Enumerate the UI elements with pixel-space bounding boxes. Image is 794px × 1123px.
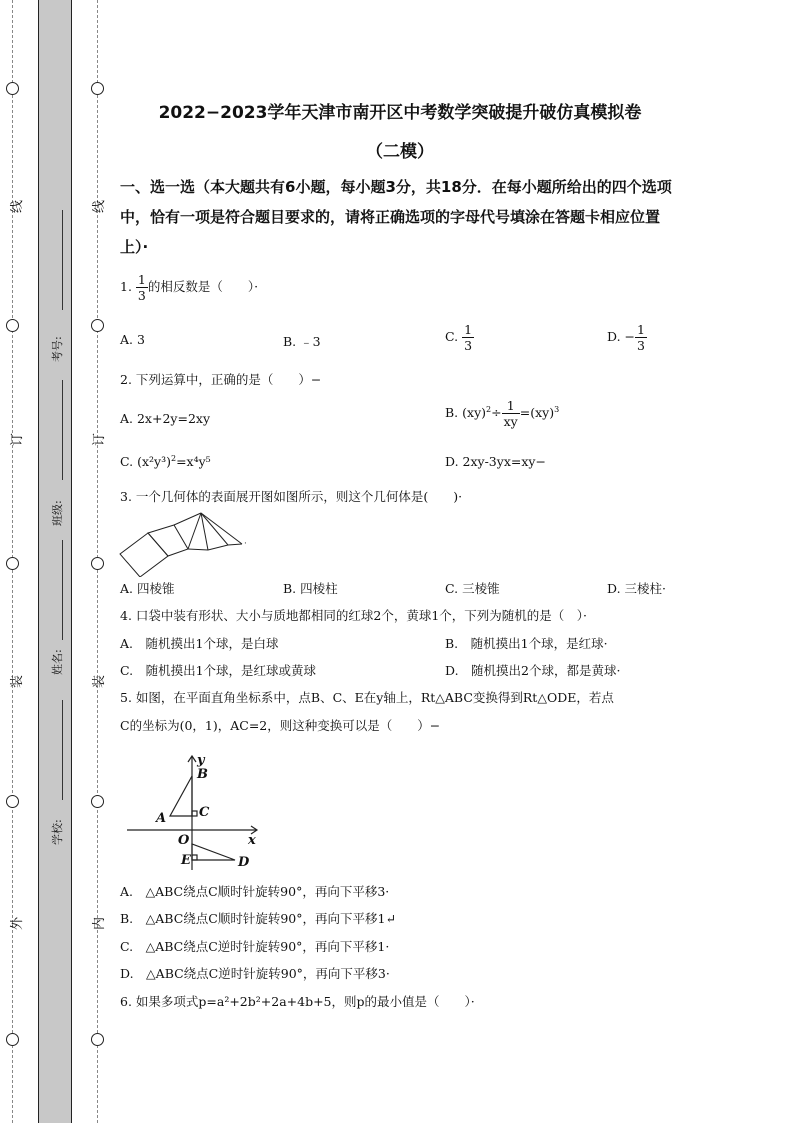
q5-option-d[interactable]: D. △ABC绕点C逆时针旋转90°，再向下平移3· [120, 966, 390, 981]
margin-label-inner: 装 [92, 674, 107, 688]
q1-number: 1. [120, 279, 132, 294]
binding-hole-circle [6, 557, 19, 570]
question-1 [120, 272, 258, 303]
q3-option-a[interactable]: A. 四棱锥 [120, 581, 175, 596]
name-field-label: 姓名: [51, 649, 64, 675]
binding-hole-circle [91, 795, 104, 808]
binding-hole-circle [6, 1033, 19, 1046]
q1-option-c[interactable]: C. $\frac{1}{3}$ [445, 322, 473, 353]
q2-option-c[interactable]: C. $(x^2y^3)^2=x^4y^5$ [120, 454, 211, 470]
binding-hole-circle [91, 82, 104, 95]
q4-option-d[interactable]: D. 随机摸出2个球，都是黄球· [445, 663, 621, 678]
q1-option-b[interactable]: B. ﹣3 [283, 334, 321, 349]
question-6: 6. 如果多项式p=a²+2b²+2a+4b+5，则p的最小值是（ ）· [120, 994, 475, 1009]
question-4: 4. 口袋中装有形状、大小与质地都相同的红球2个，黄球1个，下列为随机的是（ ）· [120, 608, 588, 623]
binding-hole-circle [91, 1033, 104, 1046]
gray-binding-strip [38, 0, 72, 1123]
q4-option-b[interactable]: B. 随机摸出1个球，是红球· [445, 636, 608, 651]
q1-option-a[interactable]: A. 3 [120, 332, 145, 347]
q3-net-figure [118, 511, 253, 577]
label-d: D [238, 855, 250, 870]
binding-hole-circle [91, 319, 104, 332]
q5-option-b[interactable]: B. △ABC绕点C顺时针旋转90°，再向下平移1↵ [120, 911, 396, 926]
q1-stem: 的相反数是（ ）· [147, 279, 259, 294]
label-x: x [248, 833, 256, 848]
svg-text:·: · [244, 539, 247, 549]
page-subtitle: （二模） [366, 142, 434, 162]
margin-label-outer: 订 [10, 432, 25, 446]
margin-label-outer: 装 [10, 674, 25, 688]
question-5-line-1: 5. 如图，在平面直角坐标系中，点B、C、E在y轴上，Rt△ABC变换得到Rt△ODE，若点 [120, 690, 614, 705]
exam-number-underline [62, 210, 63, 310]
label-c: C [199, 805, 210, 820]
q2-option-b[interactable]: B. (xy)$^2$÷ $\frac{1}{xy}$ =(xy)$^3$ [445, 398, 560, 429]
question-3: 3. 一个几何体的表面展开图如图所示，则这个几何体是( )· [120, 489, 463, 504]
margin-label-inner: 线 [92, 199, 107, 213]
class-underline [62, 380, 63, 480]
q4-option-a[interactable]: A. 随机摸出1个球，是白球 [120, 636, 279, 651]
binding-hole-circle [91, 557, 104, 570]
exam-number-field-label: 考号: [51, 336, 64, 362]
q2-option-a[interactable]: A. 2x+2y=2xy [120, 411, 211, 426]
label-o: O [178, 833, 190, 848]
section-header: 一、选一选（本大题共有6小题，每小题3分，共18分．在每小题所给出的四个选项中，恰有一项是符合题目要求的，请将正确选项的字母代号填涂在答题卡相应位置上）· [120, 178, 672, 256]
q3-option-b[interactable]: B. 四棱柱 [283, 581, 338, 596]
binding-hole-circle [6, 319, 19, 332]
q3-option-c[interactable]: C. 三棱锥 [445, 581, 500, 596]
margin-label-outer: 线 [10, 199, 25, 213]
school-field-label: 学校: [51, 819, 64, 845]
q2-option-d[interactable]: D. 2xy-3yx=xy− [445, 454, 546, 469]
question-2: 2. 下列运算中，正确的是（ ）− [120, 372, 322, 387]
binding-hole-circle [6, 82, 19, 95]
margin-label-inner: 订 [92, 432, 107, 446]
margin-label-outer: 外 [10, 916, 25, 930]
q5-option-a[interactable]: A. △ABC绕点C顺时针旋转90°，再向下平移3· [120, 884, 390, 899]
margin-label-inner: 内 [92, 916, 107, 930]
question-5-line-2: C的坐标为(0，1)，AC=2，则这种变换可以是（ ）− [120, 718, 441, 733]
label-b: B [197, 767, 208, 782]
q4-option-c[interactable]: C. 随机摸出1个球，是红球或黄球 [120, 663, 317, 678]
q1-option-d[interactable]: D. − $\frac{1}{3}$ [607, 322, 645, 353]
binding-hole-circle [6, 795, 19, 808]
label-y: y [197, 753, 205, 768]
page-title: 2022−2023学年天津市南开区中考数学突破提升破仿真模拟卷 [158, 103, 642, 123]
q5-coordinate-figure [124, 748, 274, 873]
class-field-label: 班级: [51, 500, 64, 526]
label-e: E [181, 853, 191, 868]
school-underline [62, 700, 63, 800]
q3-option-d[interactable]: D. 三棱柱· [607, 581, 666, 596]
q5-option-c[interactable]: C. △ABC绕点C逆时针旋转90°，再向下平移1· [120, 939, 390, 954]
name-underline [62, 540, 63, 640]
q1-fraction: $\frac{1}{3}$ [137, 272, 146, 303]
label-a: A [156, 811, 167, 826]
